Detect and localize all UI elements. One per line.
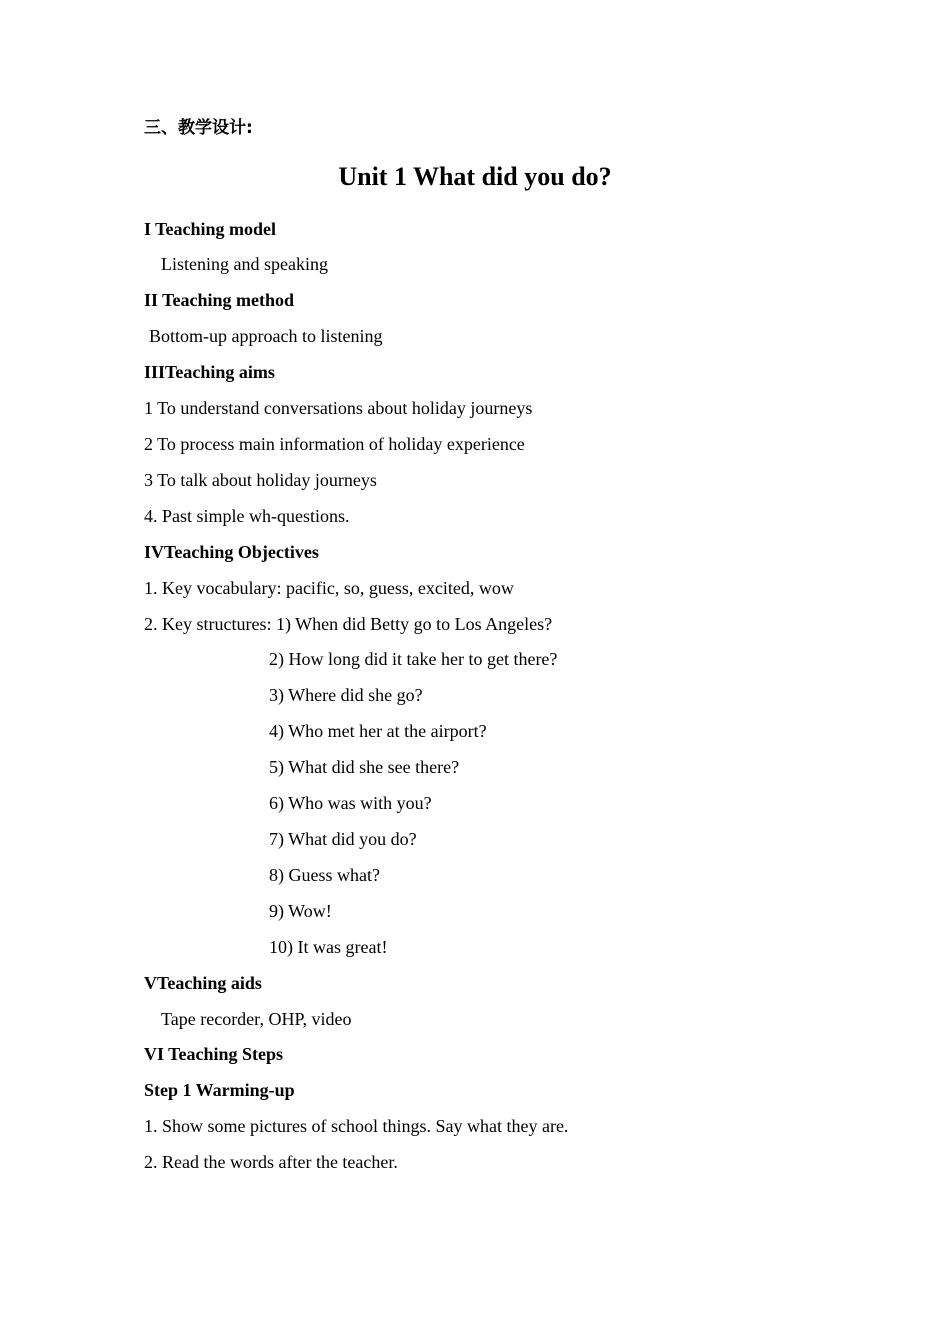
teaching-aims-heading: IIITeaching aims — [144, 362, 275, 382]
teaching-aim-item: 4. Past simple wh-questions. — [144, 506, 350, 526]
teaching-aim-item: 1 To understand conversations about holiday journeys — [144, 398, 533, 418]
step1-item: 1. Show some pictures of school things. Say what they are. — [144, 1116, 569, 1136]
teaching-model-heading: I Teaching model — [144, 219, 277, 239]
document-title: Unit 1 What did you do? — [338, 162, 612, 191]
key-structure-item: 4) Who met her at the airport? — [269, 721, 487, 741]
key-vocabulary: 1. Key vocabulary: pacific, so, guess, excited, wow — [144, 578, 514, 598]
teaching-method-heading: II Teaching method — [144, 290, 295, 310]
teaching-model-content: Listening and speaking — [161, 254, 328, 274]
teaching-steps-heading: VI Teaching Steps — [144, 1044, 284, 1064]
key-structure-item: 2) How long did it take her to get there? — [269, 649, 558, 669]
key-structure-item: 3) Where did she go? — [269, 685, 423, 705]
key-structure-item: 9) Wow! — [269, 901, 332, 921]
key-structure-item: 6) Who was with you? — [269, 793, 432, 813]
section-heading: 三、教学设计: — [144, 118, 253, 138]
step1-item: 2. Read the words after the teacher. — [144, 1152, 398, 1172]
step1-heading: Step 1 Warming-up — [144, 1080, 295, 1100]
teaching-aim-item: 2 To process main information of holiday experience — [144, 434, 525, 454]
key-structure-item: 10) It was great! — [269, 937, 388, 957]
key-structure-item: 5) What did she see there? — [269, 757, 460, 777]
teaching-aim-item: 3 To talk about holiday journeys — [144, 470, 377, 490]
key-structure-item: 8) Guess what? — [269, 865, 380, 885]
key-structure-item: 7) What did you do? — [269, 829, 417, 849]
teaching-objectives-heading: IVTeaching Objectives — [144, 542, 319, 562]
key-structures-intro: 2. Key structures: 1) When did Betty go to Los Angeles? — [144, 614, 553, 634]
teaching-aids-heading: VTeaching aids — [144, 973, 262, 993]
teaching-aids-content: Tape recorder, OHP, video — [161, 1009, 352, 1029]
teaching-method-content: Bottom-up approach to listening — [149, 326, 383, 346]
